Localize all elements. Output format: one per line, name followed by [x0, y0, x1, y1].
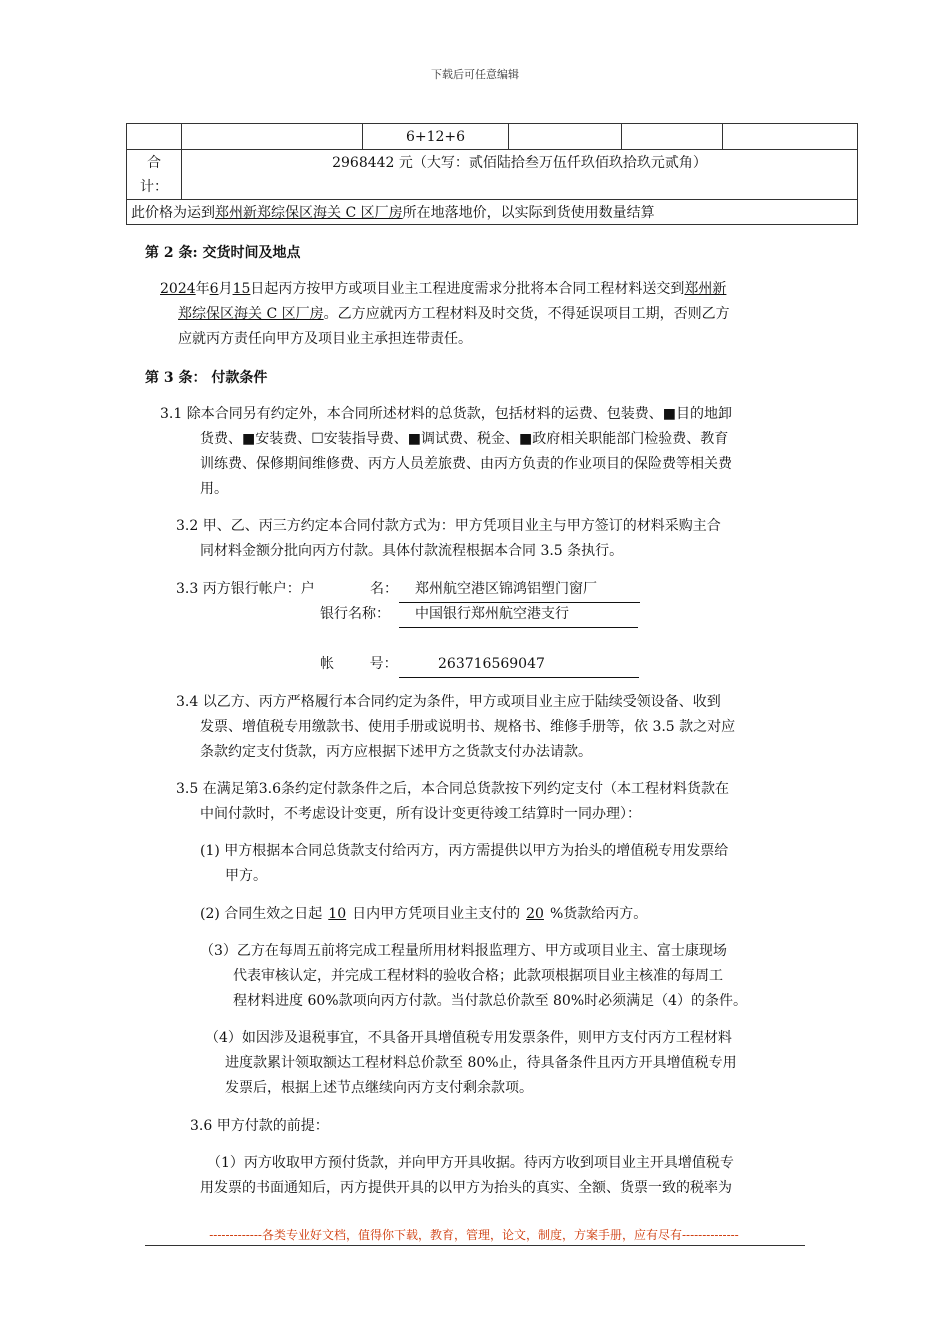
item-4: （4）如因涉及退税事宜，不具备开具增值税专用发票条件，则甲方支付丙方工程材料	[205, 1030, 732, 1046]
bank-name: 中国银行郑州航空港支行	[399, 602, 638, 628]
total-value: 2968442 元（大写：贰佰陆拾叁万伍仟玖佰玖拾玖元贰角）	[182, 150, 858, 200]
clause-3-3-lead: 3.3 丙方银行帐户：户	[176, 581, 315, 597]
item-1: (1) 甲方根据本合同总货款支付给丙方，丙方需提供以甲方为抬头的增值税专用发票给	[200, 843, 729, 859]
account-name-label: 名：	[370, 581, 398, 597]
price-table	[126, 123, 858, 225]
table-row	[127, 124, 858, 150]
clause-3-2: 3.2 甲、乙、丙三方约定本合同付款方式为：甲方凭项目业主与甲方签订的材料采购主合	[176, 518, 721, 534]
price-note: 此价格为运到郑州新郑综保区海关 C 区厂房所在地落地价，以实际到货使用数量结算	[127, 200, 858, 225]
section-3-title: 第 3 条： 付款条件	[145, 370, 268, 386]
table-row	[127, 200, 858, 225]
clause-3-6: 3.6 甲方付款的前提：	[190, 1118, 329, 1134]
clause-3-1: 3.1 除本合同另有约定外，本合同所述材料的总货款，包括材料的运费、包装费、■目的地卸	[160, 406, 732, 422]
item-2: (2) 合同生效之日起 10 日内甲方凭项目业主支付的 20 %货款给丙方。	[200, 906, 648, 922]
item-3: （3）乙方在每周五前将完成工程量所用材料报监理方、甲方或项目业主、富士康现场	[200, 943, 727, 959]
page-header: 下载后可任意编辑	[431, 68, 519, 81]
bank-name-label: 银行名称：	[320, 606, 390, 622]
table-row	[127, 150, 858, 200]
account-number-label: 帐 号：	[320, 656, 398, 672]
section-2-line3: 应就丙方责任向甲方及项目业主承担连带责任。	[178, 331, 472, 347]
account-number: 263716569047	[399, 652, 639, 678]
clause-3-6-item-1: （1）丙方收取甲方预付货款，并向甲方开具收据。待丙方收到项目业主开具增值税专	[207, 1155, 734, 1171]
total-label: 合 计：	[127, 150, 182, 200]
footer-divider	[145, 1245, 805, 1246]
delivery-location: 郑州新郑综保区海关 C 区厂房	[215, 205, 403, 221]
clause-3-5: 3.5 在满足第3.6条约定付款条件之后，本合同总货款按下列约定支付（本工程材料货款在	[176, 781, 729, 797]
section-2-line2: 郑综保区海关 C 区厂房。乙方应就丙方工程材料及时交货，不得延误项目工期，否则乙方	[178, 306, 730, 322]
spec-cell: 6+12+6	[363, 124, 509, 150]
clause-3-4: 3.4 以乙方、丙方严格履行本合同约定为条件，甲方或项目业主应于陆续受领设备、收到	[176, 694, 721, 710]
footer-banner: -------------各类专业好文档，值得你下载，教育，管理，论文，制度，方案手册，应有尽有--------------	[209, 1228, 739, 1242]
section-2-line1: 2024年6月15日起丙方按甲方或项目业主工程进度需求分批将本合同工程材料送交到郑州新	[160, 281, 727, 297]
section-2-title: 第 2 条: 交货时间及地点	[145, 245, 301, 261]
account-name: 郑州航空港区锦鸿铝塑门窗厂	[399, 577, 640, 603]
